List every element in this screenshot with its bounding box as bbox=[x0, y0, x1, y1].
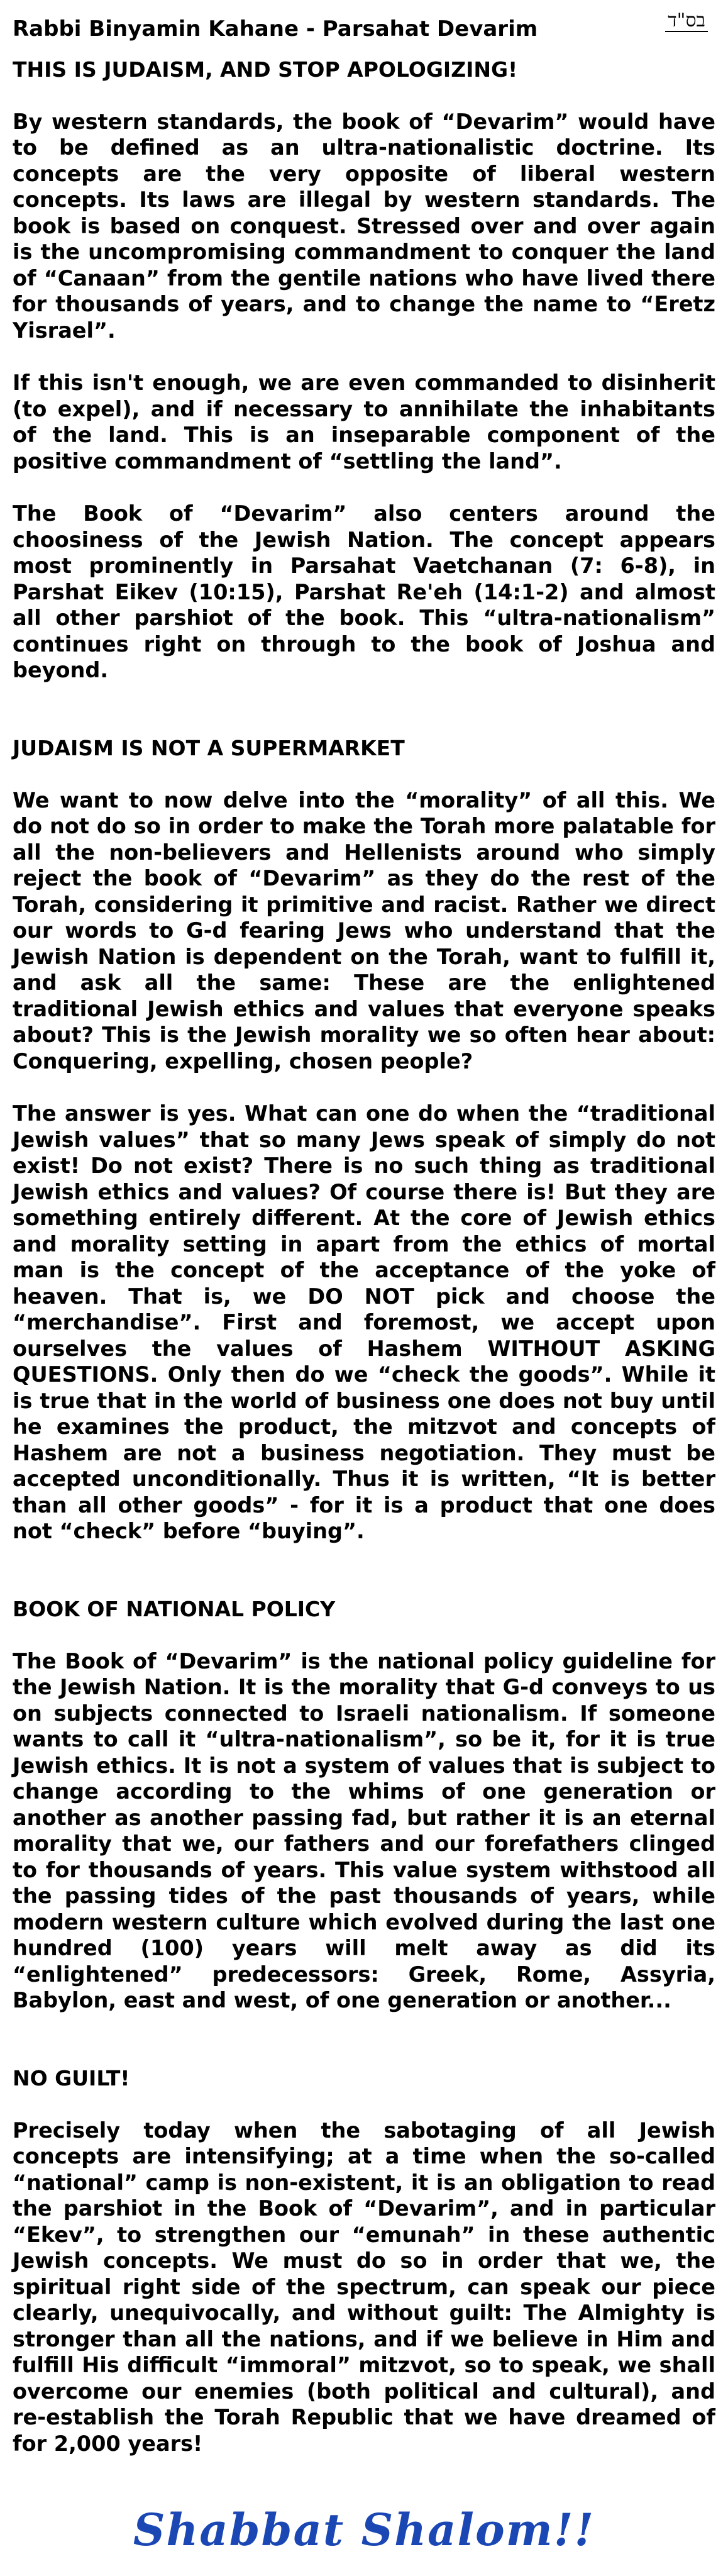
section-judaism bbox=[13, 57, 715, 684]
paragraph: Precisely today when the sabotaging of all Jewish concepts are intensifying; at a time when the so-called “national” camp is non-existent, it is an obligation to read the parshiot in the Book of “Devarim”, and in particular “Ekev”, to strengthen our “emunah” in these authentic Jewish concepts. We must do so in order that we, the spiritual right side of the spectrum, can speak our piece clearly, unequivocally, and without guilt: The Almighty is stronger than all the nations, and if we believe in Him and fulfill His difficult “immoral” mitzvot, so to speak, we shall overcome our enemies (both political and cultural), and re-establish the Torah Republic that we have dreamed of for 2,000 years! bbox=[13, 2118, 715, 2456]
section-spacer bbox=[13, 1571, 715, 1596]
document-header bbox=[13, 9, 715, 48]
paragraph: The Book of “Devarim” is the national policy guideline for the Jewish Nation. It is the morality that G-d conveys to us on subjects connected to Israeli nationalism. If someone wants to call it “ultra-nationalism”, so be it, for it is true Jewish ethics. It is not a system of values that is subject to change according to the whims of one generation or another as another passing fad, but rather it is an eternal morality that we, our fathers and our forefathers clinged to for thousands of years. This value system withstood all the passing tides of the past thousands of years, while modern western culture which evolved during the last one hundred (100) years will melt away as did its “enlightened” predecessors: Greek, Rome, Assyria, Babylon, east and west, of one generation or another... bbox=[13, 1648, 715, 2013]
paragraph: The Book of “Devarim” also centers around the choosiness of the Jewish Nation. The concept appears most prominently in Parsahat Vaetchanan (7: 6-8), in Parshat Eikev (10:15), Parshat Re'eh (14:1-2) and almost all other parshiot of the book. This “ultra-nationalism” continues right on through to the book of Joshua and beyond. bbox=[13, 501, 715, 683]
section-supermarket bbox=[13, 735, 715, 1545]
shabbat-shalom-banner: Shabbat Shalom!! bbox=[133, 2504, 595, 2556]
section-national-policy bbox=[13, 1596, 715, 2014]
section-heading: THIS IS JUDAISM, AND STOP APOLOGIZING! bbox=[13, 57, 518, 82]
bsd-mark: בס"ד bbox=[665, 10, 708, 32]
paragraph: The answer is yes. What can one do when the “traditional Jewish values” that so many Jews speak of simply do not exist! Do not exist? There is no such thing as traditional Jewish ethics and values? Of course there is! But they are something entirely different. At the core of Jewish ethics and morality setting in apart from the ethics of mortal man is the concept of the acceptance of the yoke of heaven. That is, we DO NOT pick and choose the “merchandise”. First and foremost, we accept upon ourselves the values of Hashem WITHOUT ASKING QUESTIONS. Only then do we “check the goods”. While it is true that in the world of business one does not buy until he examines the product, the mitzvot and concepts of Hashem are not a business negotiation. They must be accepted unconditionally. Thus it is written, “It is better than all other goods” - for it is a product that one does not “check” before “buying”. bbox=[13, 1101, 715, 1544]
section-spacer bbox=[13, 2040, 715, 2065]
section-heading: BOOK OF NATIONAL POLICY bbox=[13, 1596, 336, 1621]
paragraph: By western standards, the book of “Devarim” would have to be defined as an ultra-nationalistic doctrine. Its concepts are the very opposite of liberal western concepts. Its laws are illegal by western standards. The book is based on conquest. Stressed over and over again is the uncompromising commandment to conquer the land of “Canaan” from the gentile nations who have lived there for thousands of years, and to change the name to “Eretz Yisrael”. bbox=[13, 109, 715, 343]
document-title: Rabbi Binyamin Kahane - Parsahat Devarim bbox=[13, 16, 538, 42]
section-no-guilt bbox=[13, 2065, 715, 2457]
paragraph: If this isn't enough, we are even commanded to disinherit (to expel), and if necessary to annihilate the inhabitants of the land. This is an inseparable component of the positive commandment of “settling the land”. bbox=[13, 370, 715, 474]
section-heading: JUDAISM IS NOT A SUPERMARKET bbox=[13, 735, 405, 760]
paragraph: We want to now delve into the “morality” of all this. We do not do so in order to make the Torah more palatable for all the non-believers and Hellenists around who simply reject the book of “Devarim” as they do the rest of the Torah, considering it primitive and racist. Rather we direct our words to G-d fearing Jews who understand that the Jewish Nation is dependent on the Torah, want to fulfill it, and ask all the same: These are the enlightened traditional Jewish ethics and values that everyone speaks about? This is the Jewish morality we so often hear about: Conquering, expelling, chosen people? bbox=[13, 787, 715, 1074]
section-spacer bbox=[13, 710, 715, 735]
section-heading: NO GUILT! bbox=[13, 2065, 130, 2090]
